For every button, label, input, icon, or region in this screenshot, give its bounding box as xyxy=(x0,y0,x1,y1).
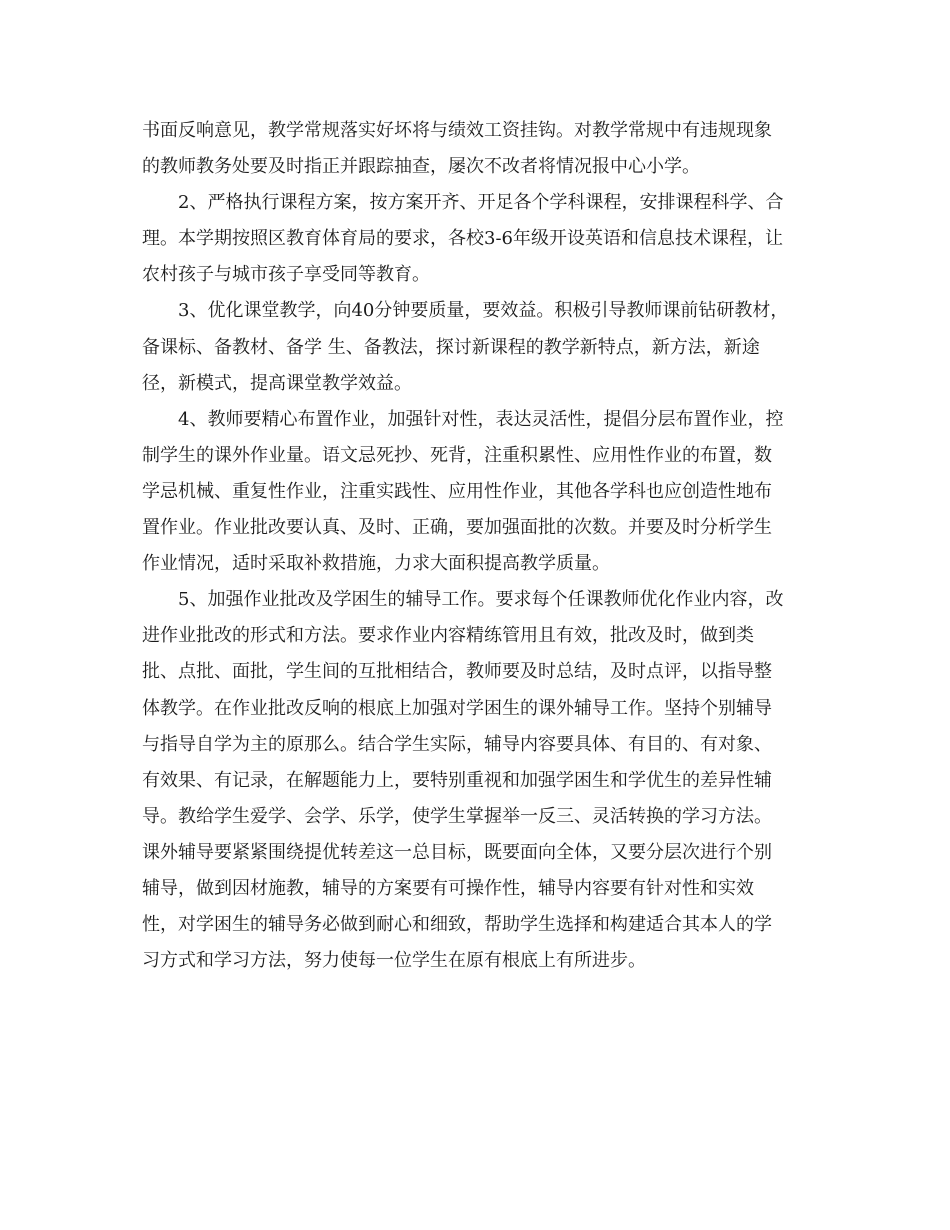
text-line: 农村孩子与城市孩子享受同等教育。 xyxy=(142,264,430,286)
text-line: 的教师教务处要及时指正并跟踪抽查，屡次不改者将情况报中心小学。 xyxy=(142,156,700,178)
text-line: 2、严格执行课程方案，按方案开齐、开足各个学科课程，安排课程科学、合 xyxy=(142,192,784,214)
text-line: 习方式和学习方法，努力使每一位学生在原有根底上有所进步。 xyxy=(142,950,646,972)
text-line: 置作业。作业批改要认真、及时、正确，要加强面批的次数。并要及时分析学生 xyxy=(142,517,772,539)
document-body xyxy=(142,113,814,979)
text-line: 体教学。在作业批改反响的根底上加强对学困生的课外辅导工作。坚持个别辅导 xyxy=(142,697,772,719)
text-line: 理。本学期按照区教育体育局的要求，各校3-6年级开设英语和信息技术课程，让 xyxy=(142,228,783,250)
text-line: 性，对学困生的辅导务必做到耐心和细致，帮助学生选择和构建适合其本人的学 xyxy=(142,914,772,936)
text-line: 作业情况，适时采取补救措施，力求大面积提高教学质量。 xyxy=(142,553,610,575)
text-line: 书面反响意见，教学常规落实好坏将与绩效工资挂钩。对教学常规中有违规现象 xyxy=(142,120,772,141)
text-line: 进作业批改的形式和方法。要求作业内容精练管用且有效，批改及时，做到类 xyxy=(142,625,754,647)
text-line: 有效果、有记录，在解题能力上，要特别重视和加强学困生和学优生的差异性辅 xyxy=(142,769,772,791)
text-line: 批、点批、面批，学生间的互批相结合，教师要及时总结，及时点评，以指导整 xyxy=(142,661,772,683)
text-line: 导。教给学生爱学、会学、乐学，使学生掌握举一反三、灵活转换的学习方法。 xyxy=(142,805,772,827)
text-line: 课外辅导要紧紧围绕提优转差这一总目标，既要面向全体，又要分层次进行个别 xyxy=(142,841,772,863)
text-line: 径，新模式，提高课堂教学效益。 xyxy=(142,372,412,394)
text-line: 3、优化课堂教学，向40分钟要质量，要效益。积极引导教师课前钻研教材， xyxy=(142,300,789,322)
text-line: 4、教师要精心布置作业，加强针对性，表达灵活性，提倡分层布置作业，控 xyxy=(142,408,784,430)
text-line: 备课标、备教材、备学 生、备教法，探讨新课程的教学新特点，新方法，新途 xyxy=(142,336,760,358)
text-line: 学忌机械、重复性作业，注重实践性、应用性作业，其他各学科也应创造性地布 xyxy=(142,480,772,502)
text-line: 制学生的课外作业量。语文忌死抄、死背，注重积累性、应用性作业的布置，数 xyxy=(142,444,772,466)
text-line: 辅导，做到因材施教，辅导的方案要有可操作性，辅导内容要有针对性和实效 xyxy=(142,877,754,899)
text-line: 与指导自学为主的原那么。结合学生实际，辅导内容要具体、有目的、有对象、 xyxy=(142,733,772,755)
text-line: 5、加强作业批改及学困生的辅导工作。要求每个任课教师优化作业内容，改 xyxy=(142,589,784,611)
